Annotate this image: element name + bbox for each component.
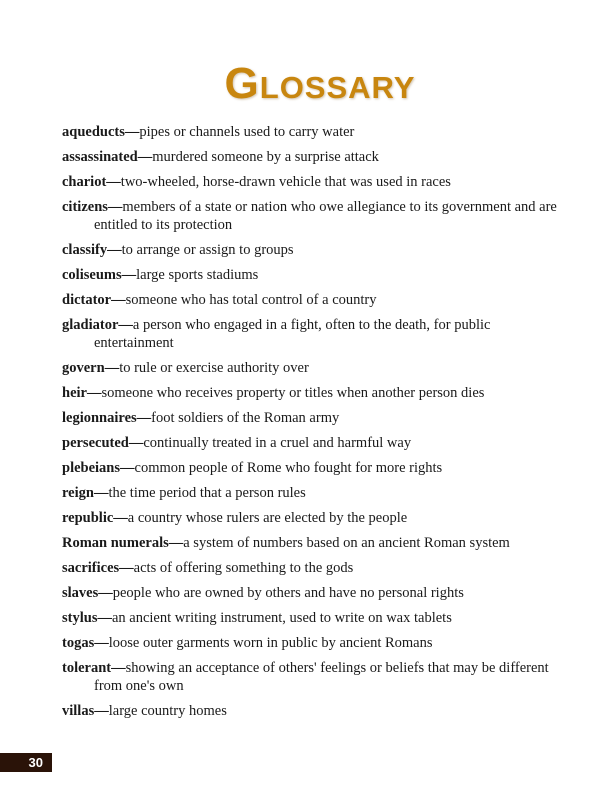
- term-separator: —: [97, 610, 112, 626]
- glossary-definition: murdered someone by a surprise attack: [152, 149, 379, 165]
- glossary-definition: acts of offering something to the gods: [133, 560, 354, 576]
- glossary-term: assassinated: [62, 149, 138, 165]
- term-separator: —: [104, 360, 120, 376]
- glossary-definition: to arrange or assign to groups: [121, 242, 294, 258]
- glossary-entry: [62, 316, 562, 352]
- term-separator: —: [119, 560, 134, 576]
- page-title: Glossary: [224, 59, 416, 109]
- glossary-term: dictator: [62, 292, 112, 308]
- glossary-term: chariot: [62, 174, 107, 190]
- glossary-term: villas: [62, 703, 95, 719]
- glossary-definition: foot soldiers of the Roman army: [151, 410, 340, 426]
- glossary-definition: a country whose rulers are elected by the people: [127, 510, 408, 526]
- glossary-definition: large country homes: [108, 703, 227, 719]
- term-separator: —: [98, 585, 113, 601]
- glossary-term: gladiator: [62, 317, 119, 333]
- glossary-entry: [62, 241, 562, 259]
- glossary-entry: [62, 266, 562, 284]
- glossary-definition: a person who engaged in a fight, often to the death, for public entertainment: [94, 317, 491, 351]
- glossary-entry: [62, 291, 562, 309]
- glossary-term: stylus: [62, 610, 98, 626]
- glossary-entry: [62, 173, 562, 191]
- term-separator: —: [118, 317, 133, 333]
- glossary-entry: [62, 509, 562, 527]
- term-separator: —: [128, 435, 144, 451]
- glossary-definition: pipes or channels used to carry water: [139, 124, 355, 140]
- term-separator: —: [111, 292, 126, 308]
- glossary-entry: [62, 409, 562, 427]
- glossary-definition: common people of Rome who fought for more rights: [134, 460, 443, 476]
- glossary-entry: [62, 484, 562, 502]
- glossary-term: citizens: [62, 199, 108, 215]
- glossary-term: coliseums: [62, 267, 122, 283]
- term-separator: —: [111, 660, 126, 676]
- glossary-term: legionnaires: [62, 410, 137, 426]
- glossary-term: reign: [62, 485, 94, 501]
- term-separator: —: [86, 385, 102, 401]
- glossary-definition: to rule or exercise authority over: [119, 360, 309, 376]
- glossary-term: sacrifices: [62, 560, 120, 576]
- glossary-entry: [62, 198, 562, 234]
- page-number: 30: [0, 753, 52, 772]
- glossary-entry: [62, 584, 562, 602]
- term-separator: —: [93, 485, 109, 501]
- glossary-entry: [62, 609, 562, 627]
- term-separator: —: [113, 510, 128, 526]
- term-separator: —: [107, 242, 122, 258]
- glossary-term: republic: [62, 510, 114, 526]
- glossary-term: togas: [62, 635, 95, 651]
- glossary-term: classify: [62, 242, 108, 258]
- glossary-term: slaves: [62, 585, 99, 601]
- glossary-entry: [62, 148, 562, 166]
- glossary-entry: [62, 534, 562, 552]
- term-separator: —: [124, 124, 140, 140]
- glossary-entry: [62, 434, 562, 452]
- glossary-entry: [62, 123, 562, 141]
- glossary-term: tolerant: [62, 660, 112, 676]
- glossary-term: heir: [62, 385, 87, 401]
- glossary-entry: [62, 634, 562, 652]
- term-separator: —: [121, 267, 137, 283]
- glossary-definition: a system of numbers based on an ancient Roman system: [183, 535, 510, 551]
- glossary-definition: showing an acceptance of others' feelings or beliefs that may be different from one's own: [94, 660, 549, 694]
- glossary-definition: continually treated in a cruel and harmful way: [143, 435, 412, 451]
- term-separator: —: [106, 174, 121, 190]
- term-separator: —: [94, 635, 109, 651]
- glossary-term: aqueducts: [62, 124, 125, 140]
- term-separator: —: [94, 703, 109, 719]
- glossary-term: Roman numerals: [62, 535, 169, 551]
- term-separator: —: [137, 149, 153, 165]
- glossary-definition: an ancient writing instrument, used to write on wax tablets: [111, 610, 452, 626]
- glossary-definition: loose outer garments worn in public by ancient Romans: [108, 635, 433, 651]
- glossary-definition: someone who has total control of a country: [125, 292, 377, 308]
- glossary-entry: [62, 459, 562, 477]
- glossary-entry: [62, 659, 562, 695]
- glossary-entry: [62, 702, 562, 720]
- term-separator: —: [168, 535, 184, 551]
- glossary-list: [62, 123, 562, 727]
- glossary-definition: the time period that a person rules: [108, 485, 306, 501]
- term-separator: —: [136, 410, 152, 426]
- glossary-definition: members of a state or nation who owe allegiance to its government and are entitled to its protection: [94, 199, 557, 233]
- glossary-entry: [62, 384, 562, 402]
- glossary-definition: two-wheeled, horse-drawn vehicle that was used in races: [120, 174, 451, 190]
- glossary-term: govern: [62, 360, 105, 376]
- glossary-term: persecuted: [62, 435, 129, 451]
- glossary-term: plebeians: [62, 460, 121, 476]
- glossary-entry: [62, 359, 562, 377]
- glossary-definition: someone who receives property or titles when another person dies: [101, 385, 485, 401]
- glossary-entry: [62, 559, 562, 577]
- glossary-definition: large sports stadiums: [136, 267, 259, 283]
- glossary-definition: people who are owned by others and have no personal rights: [112, 585, 464, 601]
- term-separator: —: [120, 460, 135, 476]
- term-separator: —: [107, 199, 123, 215]
